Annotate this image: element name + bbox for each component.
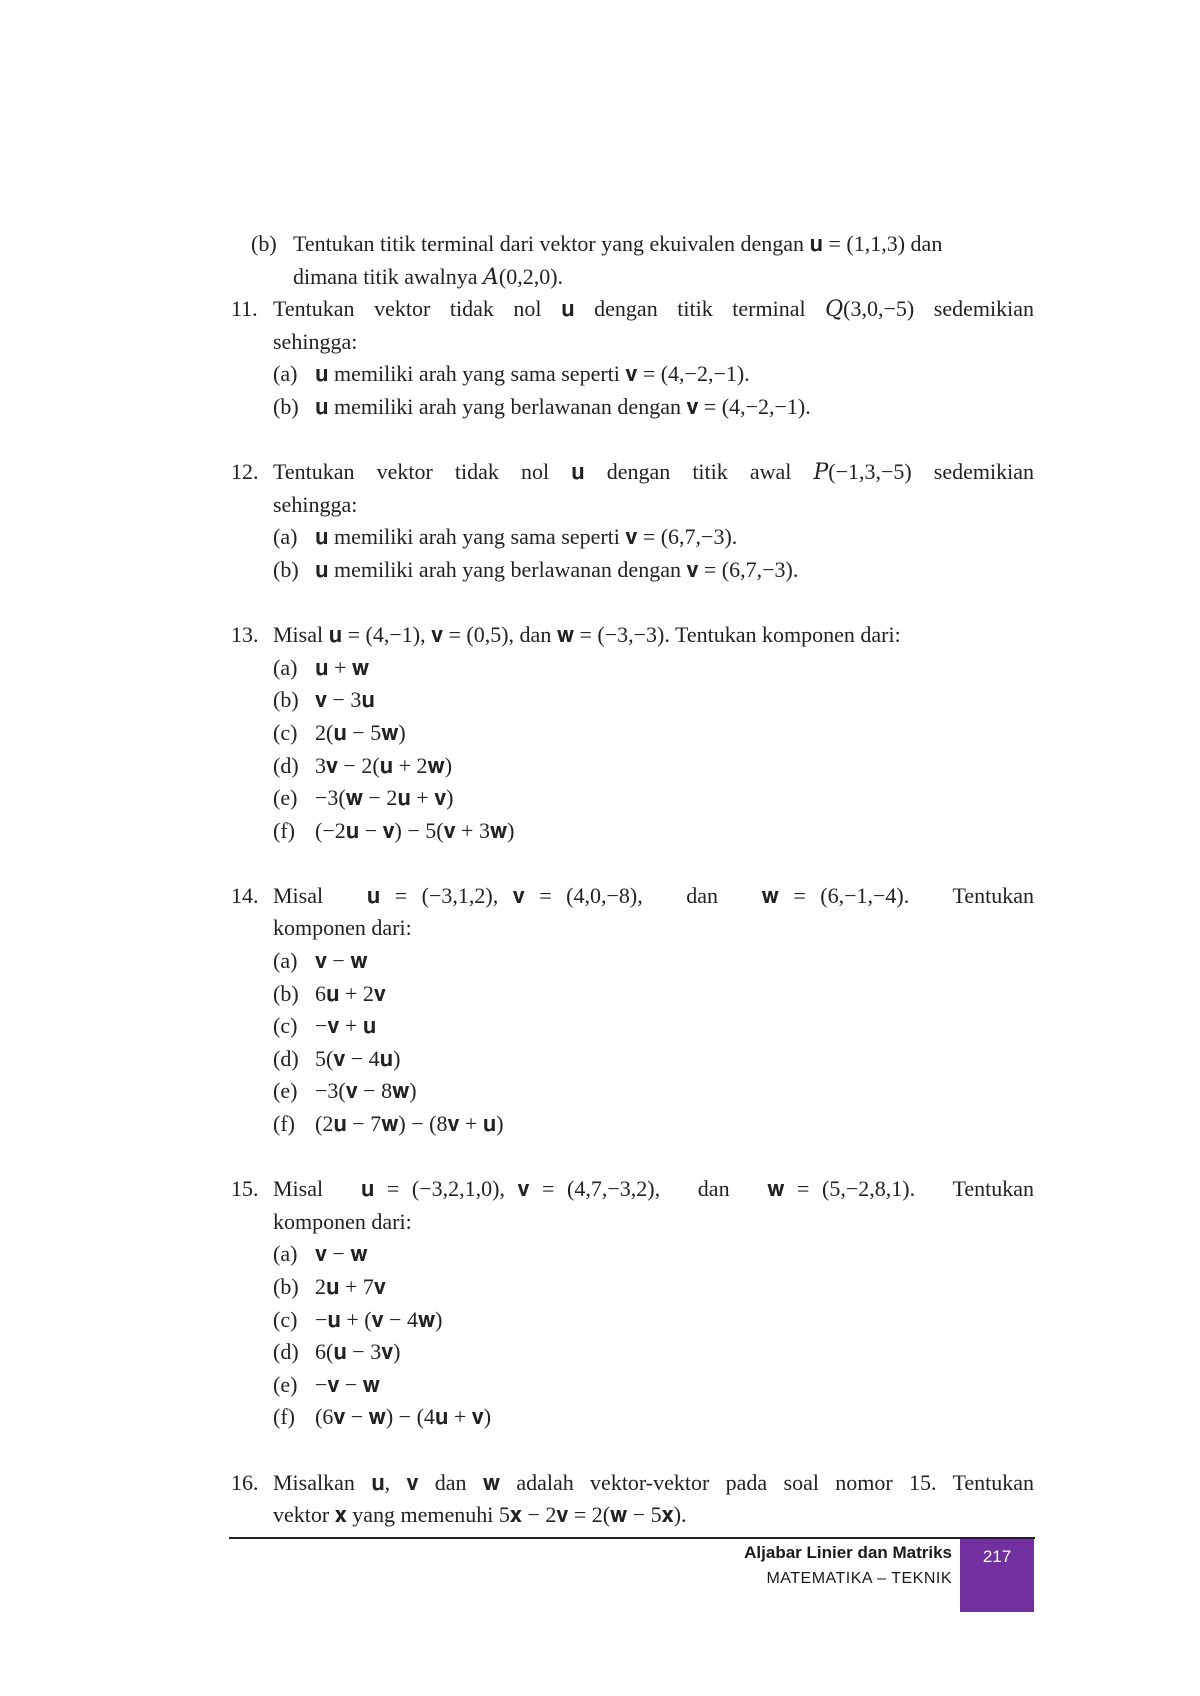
text-line xyxy=(231,619,1034,652)
line-text xyxy=(273,1206,1034,1239)
text-line xyxy=(231,554,1034,587)
blank-line xyxy=(231,424,1034,457)
text-line xyxy=(231,945,1034,978)
line-content: 𝐮 memiliki arah yang sama seperti 𝐯 = (6,7,−3). xyxy=(315,524,738,550)
line-content: 5(𝐯 − 4𝐮) xyxy=(315,1045,401,1071)
line-text xyxy=(273,489,1034,522)
line-text xyxy=(273,1499,1034,1532)
sub-item-label: (a) xyxy=(273,361,298,387)
line-text xyxy=(273,1369,1034,1402)
text-line xyxy=(231,1467,1034,1500)
problem-number: 14. xyxy=(231,882,259,908)
text-line xyxy=(231,1336,1034,1369)
text-line xyxy=(231,1401,1034,1434)
line-content: 6𝐮 + 2𝐯 xyxy=(315,980,386,1006)
line-content: 𝐯 − 𝐰 xyxy=(315,1241,368,1267)
line-content: sehingga: xyxy=(273,491,358,517)
text-line xyxy=(231,1075,1034,1108)
text-line xyxy=(231,456,1034,489)
text-line xyxy=(231,1271,1034,1304)
blank-line xyxy=(231,587,1034,620)
sub-item-label: (e) xyxy=(273,1078,298,1104)
line-text xyxy=(273,1238,1034,1271)
text-line xyxy=(231,1499,1034,1532)
line-content: Misal 𝐮 = (−3,1,2), 𝐯 = (4,0,−8), dan 𝐰 = (6,−1,−4). Tentukan xyxy=(273,882,1034,908)
sub-item-label: (a) xyxy=(273,524,298,550)
line-content: 𝐯 − 𝐰 xyxy=(315,948,368,974)
blank-line xyxy=(231,1141,1034,1174)
line-text xyxy=(273,750,1034,783)
sub-item-label: (b) xyxy=(273,556,299,582)
line-content: 3𝐯 − 2(𝐮 + 2𝐰) xyxy=(315,752,453,778)
problem-number: 15. xyxy=(231,1176,259,1202)
text-line xyxy=(231,1304,1034,1337)
line-content: −3(𝐯 − 8𝐰) xyxy=(315,1078,417,1104)
blank-line xyxy=(231,847,1034,880)
sub-item-label: (f) xyxy=(273,1111,295,1137)
line-content: 𝐮 memiliki arah yang sama seperti 𝐯 = (4,−2,−1). xyxy=(315,361,750,387)
text-line xyxy=(231,261,1034,294)
line-text xyxy=(273,1271,1034,1304)
text-line xyxy=(231,358,1034,391)
sub-item-label: (b) xyxy=(273,393,299,419)
line-text xyxy=(273,293,1034,326)
sub-item-label: (c) xyxy=(273,719,298,745)
sub-item-label: (e) xyxy=(273,1371,298,1397)
line-text xyxy=(273,684,1034,717)
line-text xyxy=(273,326,1034,359)
text-line xyxy=(231,750,1034,783)
line-content: −𝐯 + 𝐮 xyxy=(315,1013,377,1039)
line-content: Misalkan 𝐮, 𝐯 dan 𝐰 adalah vektor-vektor pada soal nomor 15. Tentukan xyxy=(273,1469,1034,1495)
sub-item-label: (a) xyxy=(273,654,298,680)
line-content: vektor 𝐱 yang memenuhi 5𝐱 − 2𝐯 = 2(𝐰 − 5𝐱). xyxy=(273,1502,687,1528)
problem-number: 12. xyxy=(231,459,259,485)
line-content: 2𝐮 + 7𝐯 xyxy=(315,1274,386,1299)
line-content: 6(𝐮 − 3𝐯) xyxy=(315,1339,401,1365)
line-content: dimana titik awalnya 𝐴(0,2,0). xyxy=(293,263,564,289)
text-line xyxy=(231,489,1034,522)
text-line xyxy=(231,978,1034,1011)
line-text xyxy=(273,1304,1034,1337)
text-line xyxy=(231,880,1034,913)
sub-item-label: (f) xyxy=(273,1404,295,1430)
page-number-badge xyxy=(960,1539,1034,1612)
line-content: −𝐯 − 𝐰 xyxy=(315,1371,380,1397)
line-text xyxy=(273,1043,1034,1076)
line-content: −𝐮 + (𝐯 − 4𝐰) xyxy=(315,1306,443,1332)
sub-item-label: (d) xyxy=(273,1339,299,1365)
sub-item-label: (b) xyxy=(251,231,277,256)
line-text xyxy=(273,717,1034,750)
text-line xyxy=(231,1043,1034,1076)
footer-book-title: Aljabar Linier dan Matriks xyxy=(744,1543,952,1562)
line-text xyxy=(273,1173,1034,1206)
line-text xyxy=(273,456,1034,489)
text-line xyxy=(231,391,1034,424)
footer-subtitle: MATEMATIKA – TEKNIK xyxy=(766,1570,952,1587)
problem-number: 13. xyxy=(231,622,259,648)
text-line xyxy=(231,521,1034,554)
footer-divider xyxy=(229,1537,1035,1539)
line-text xyxy=(273,1075,1034,1108)
line-content: (−2𝐮 − 𝐯) − 5(𝐯 + 3𝐰) xyxy=(315,817,515,843)
line-text xyxy=(273,1467,1034,1500)
sub-item-label: (d) xyxy=(273,1045,299,1071)
page-number: 217 xyxy=(982,1547,1012,1566)
text-line xyxy=(231,1173,1034,1206)
line-text xyxy=(273,652,1034,685)
text-line xyxy=(231,293,1034,326)
sub-item-label: (f) xyxy=(273,817,295,843)
line-text xyxy=(273,978,1034,1011)
line-text xyxy=(273,945,1034,978)
sub-item-label: (b) xyxy=(273,1274,299,1299)
line-text xyxy=(273,1336,1034,1369)
line-content: 2(𝐮 − 5𝐰) xyxy=(315,719,406,745)
text-line xyxy=(231,912,1034,945)
text-line xyxy=(231,1369,1034,1402)
line-text xyxy=(273,619,1034,652)
sub-item-label: (a) xyxy=(273,1241,298,1267)
problem-number: 11. xyxy=(231,296,258,322)
line-text xyxy=(273,1010,1034,1043)
line-content: (6𝐯 − 𝐰) − (4𝐮 + 𝐯) xyxy=(315,1404,492,1430)
line-content: 𝐮 memiliki arah yang berlawanan dengan 𝐯 = (6,7,−3). xyxy=(315,556,799,582)
line-content: 𝐯 − 3𝐮 xyxy=(315,687,375,713)
sub-item-label: (b) xyxy=(273,687,299,713)
sub-item-label: (d) xyxy=(273,752,299,778)
line-content: komponen dari: xyxy=(273,915,412,941)
text-line xyxy=(231,1206,1034,1239)
line-text xyxy=(273,815,1034,848)
sub-item-label: (e) xyxy=(273,785,298,811)
text-line xyxy=(231,815,1034,848)
text-line xyxy=(231,1238,1034,1271)
line-text xyxy=(273,782,1034,815)
line-text xyxy=(293,261,1034,294)
line-content: sehingga: xyxy=(273,328,358,354)
line-content: Tentukan vektor tidak nol 𝐮 dengan titik terminal 𝑄(3,0,−5) sedemikian xyxy=(273,296,1034,322)
text-line xyxy=(231,326,1034,359)
line-text xyxy=(273,1401,1034,1434)
line-content: Misal 𝐮 = (−3,2,1,0), 𝐯 = (4,7,−3,2), dan 𝐰 = (5,−2,8,1). Tentukan xyxy=(273,1176,1034,1202)
page-body xyxy=(231,228,1034,1532)
line-text xyxy=(273,391,1034,424)
line-content: (2𝐮 − 7𝐰) − (8𝐯 + 𝐮) xyxy=(315,1111,504,1137)
problem-number: 16. xyxy=(231,1469,259,1495)
text-line xyxy=(231,717,1034,750)
sub-item-label: (a) xyxy=(273,948,298,974)
line-text xyxy=(273,912,1034,945)
line-content: komponen dari: xyxy=(273,1208,412,1234)
line-text xyxy=(273,521,1034,554)
text-line xyxy=(231,228,1034,261)
line-content: Tentukan vektor tidak nol 𝐮 dengan titik awal 𝑃(−1,3,−5) sedemikian xyxy=(273,459,1034,485)
sub-item-label: (c) xyxy=(273,1013,298,1039)
line-content: −3(𝐰 − 2𝐮 + 𝐯) xyxy=(315,785,454,811)
line-content: 𝐮 memiliki arah yang berlawanan dengan 𝐯 = (4,−2,−1). xyxy=(315,393,811,419)
text-line xyxy=(231,1108,1034,1141)
text-line xyxy=(231,652,1034,685)
line-text xyxy=(273,1108,1034,1141)
sub-item-label: (b) xyxy=(273,980,299,1006)
line-text xyxy=(273,358,1034,391)
text-line xyxy=(231,684,1034,717)
line-content: Tentukan titik terminal dari vektor yang ekuivalen dengan 𝐮 = (1,1,3) dan xyxy=(293,231,943,256)
line-text xyxy=(251,228,1034,261)
line-text xyxy=(273,880,1034,913)
blank-line xyxy=(231,1434,1034,1467)
line-content: 𝐮 + 𝐰 xyxy=(315,654,370,680)
line-text xyxy=(273,554,1034,587)
sub-item-label: (c) xyxy=(273,1306,298,1332)
text-line xyxy=(231,782,1034,815)
line-content: Misal 𝐮 = (4,−1), 𝐯 = (0,5), dan 𝐰 = (−3,−3). Tentukan komponen dari: xyxy=(273,622,901,648)
text-line xyxy=(231,1010,1034,1043)
